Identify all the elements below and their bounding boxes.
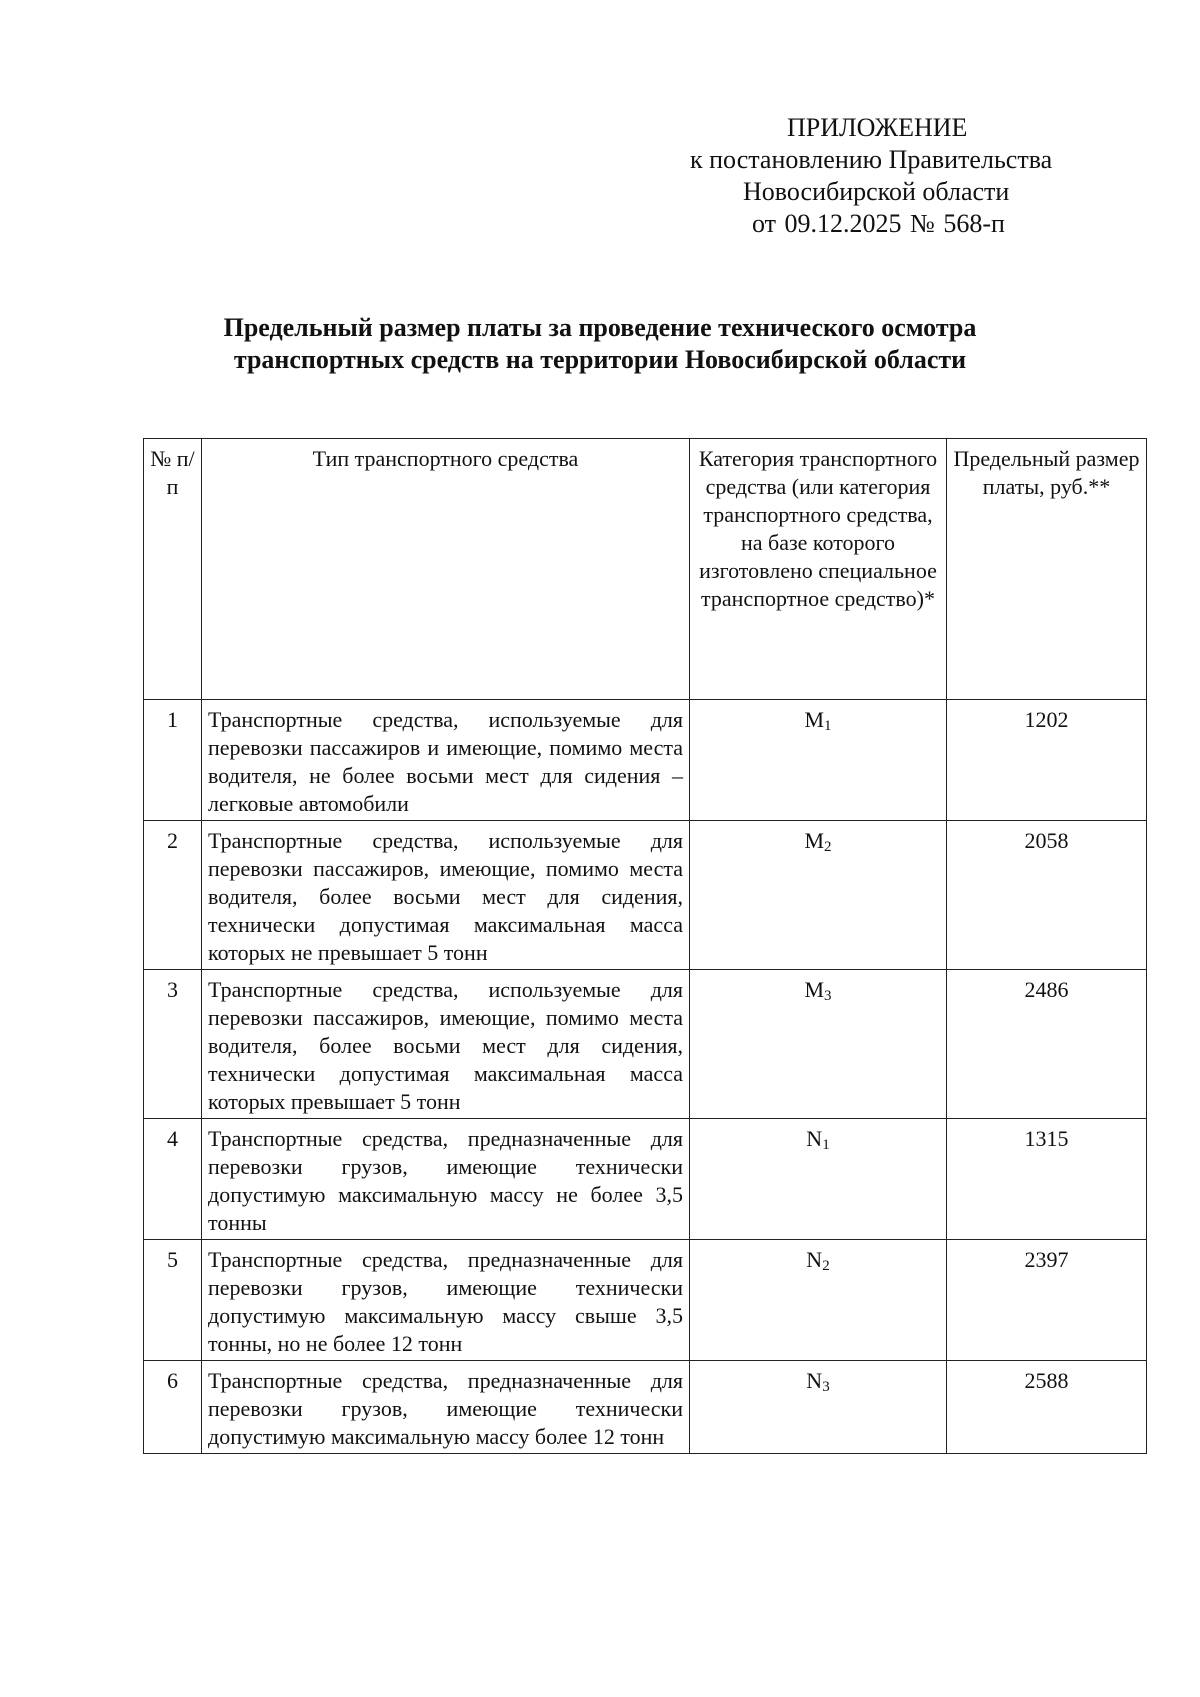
row-category — [690, 1361, 947, 1454]
row-vehicle-type: Транспортные средства, используемые для перевозки пассажиров, имеющие, помимо места водителя, более восьми мест для сидения, технически допустимая максимальная масса которых превышает 5 тонн — [202, 970, 690, 1119]
row-number: 6 — [144, 1361, 202, 1454]
row-fee: 1202 — [947, 700, 1147, 821]
row-fee: 2058 — [947, 821, 1147, 970]
table-header-row — [144, 439, 1147, 700]
category-subscript: 3 — [822, 1379, 830, 1395]
row-fee: 1315 — [947, 1119, 1147, 1240]
header-number: № п/п — [144, 439, 202, 700]
category-subscript: 1 — [824, 718, 832, 734]
row-fee: 2397 — [947, 1240, 1147, 1361]
row-number: 5 — [144, 1240, 202, 1361]
row-fee: 2588 — [947, 1361, 1147, 1454]
document-title-line-2: транспортных средств на территории Новосибирской области — [233, 345, 967, 374]
fee-table — [143, 438, 1147, 1454]
document-title — [140, 312, 1060, 376]
row-category — [690, 1240, 947, 1361]
category-letter: M — [804, 707, 825, 732]
row-vehicle-type: Транспортные средства, предназначенные для перевозки грузов, имеющие технически допустимую максимальную массу свыше 3,5 тонны, но не более 12 тонн — [202, 1240, 690, 1361]
row-number: 3 — [144, 970, 202, 1119]
category-subscript: 2 — [824, 839, 832, 855]
row-category — [690, 821, 947, 970]
row-number: 1 — [144, 700, 202, 821]
row-category — [690, 970, 947, 1119]
row-fee: 2486 — [947, 970, 1147, 1119]
category-letter: M — [804, 977, 825, 1002]
document-title-line-1: Предельный размер платы за проведение технического осмотра — [223, 313, 977, 342]
appendix-resolution-line: к постановлению Правительства — [690, 145, 1053, 174]
table-row — [144, 970, 1147, 1119]
header-category: Категория транспортного средства (или категория транспортного средства, на базе которого изготовлено специальное транспортное средство)* — [690, 439, 947, 700]
table-row — [144, 821, 1147, 970]
category-letter: M — [804, 828, 825, 853]
row-vehicle-type: Транспортные средства, используемые для перевозки пассажиров и имеющие, помимо места водителя, не более восьми мест для сидения – легковые автомобили — [202, 700, 690, 821]
appendix-region-line: Новосибирской области — [743, 177, 1010, 206]
row-category — [690, 700, 947, 821]
row-number: 2 — [144, 821, 202, 970]
row-number: 4 — [144, 1119, 202, 1240]
table-row — [144, 700, 1147, 821]
header-vehicle-type: Тип транспортного средства — [202, 439, 690, 700]
table-row — [144, 1240, 1147, 1361]
category-letter: N — [806, 1247, 823, 1272]
appendix-title: ПРИЛОЖЕНИЕ — [787, 113, 968, 142]
row-vehicle-type: Транспортные средства, используемые для перевозки пассажиров, имеющие, помимо места водителя, более восьми мест для сидения, технически допустимая максимальная масса которых не превышает 5 тонн — [202, 821, 690, 970]
category-subscript: 2 — [822, 1258, 830, 1274]
row-category — [690, 1119, 947, 1240]
table-row — [144, 1119, 1147, 1240]
category-subscript: 1 — [822, 1137, 830, 1153]
category-subscript: 3 — [824, 988, 832, 1004]
row-vehicle-type: Транспортные средства, предназначенные для перевозки грузов, имеющие технически допустимую максимальную массу не более 3,5 тонны — [202, 1119, 690, 1240]
table-row — [144, 1361, 1147, 1454]
category-letter: N — [806, 1126, 823, 1151]
appendix-block — [690, 112, 1190, 240]
header-fee: Предельный размер платы, руб.** — [947, 439, 1147, 700]
row-vehicle-type: Транспортные средства, предназначенные для перевозки грузов, имеющие технически допустимую максимальную массу более 12 тонн — [202, 1361, 690, 1454]
appendix-date-number: от 09.12.2025 № 568-п — [752, 209, 1005, 238]
category-letter: N — [806, 1368, 823, 1393]
